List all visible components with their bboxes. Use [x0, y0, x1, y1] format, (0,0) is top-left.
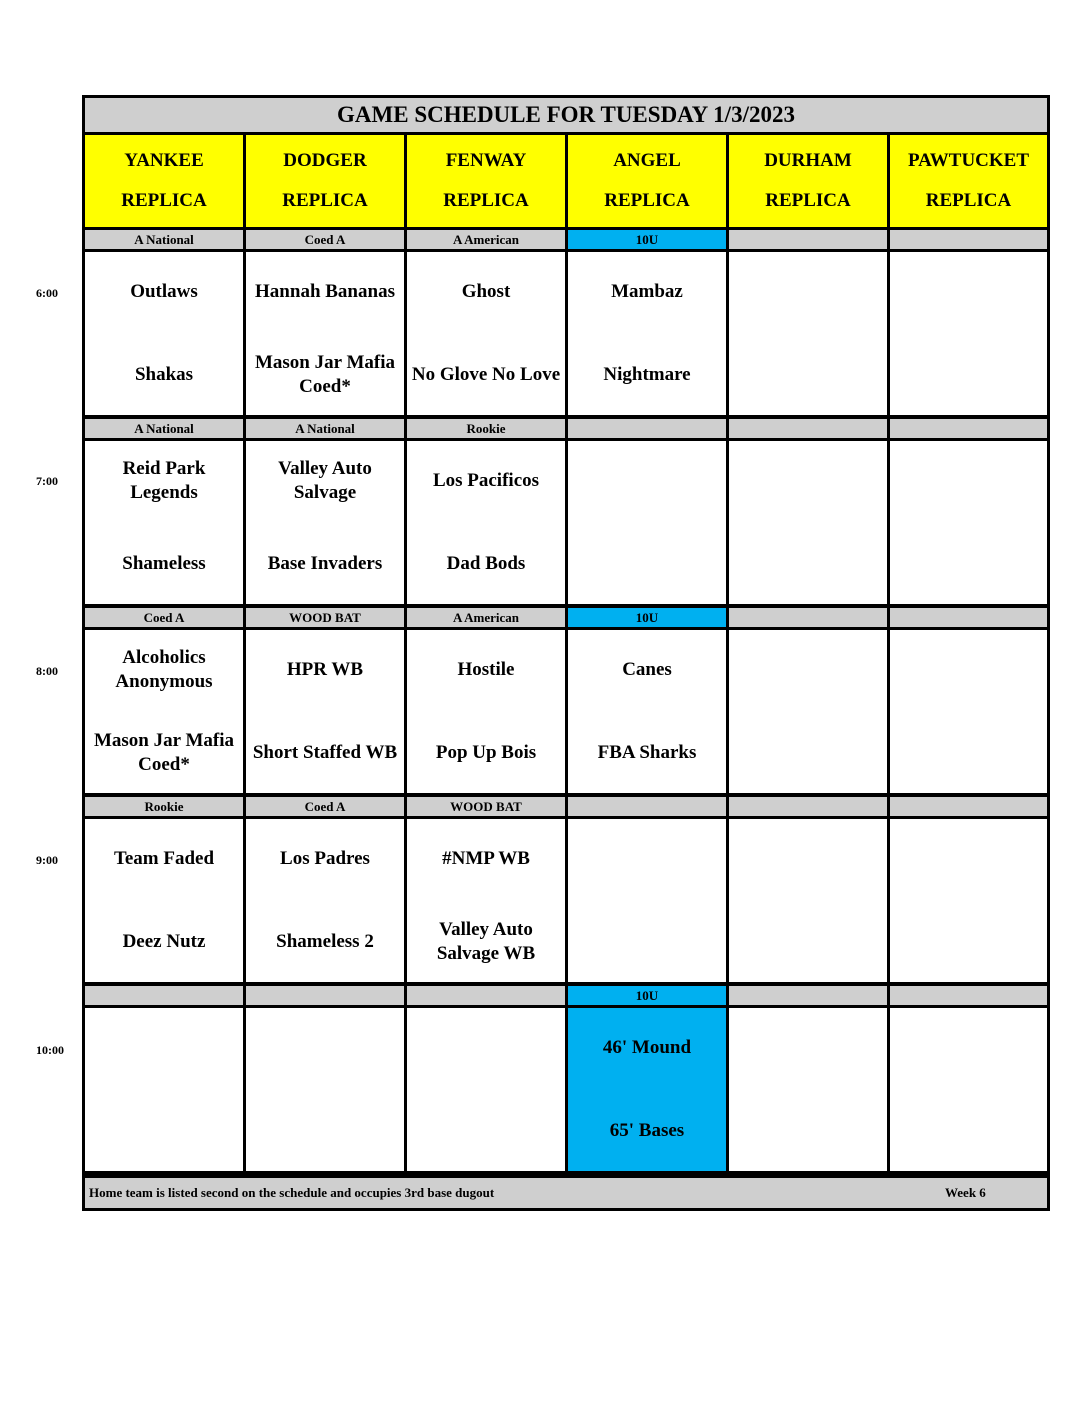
home-team: [892, 538, 1045, 590]
away-team: [731, 266, 885, 318]
division-label: [729, 797, 887, 816]
game-row: [85, 1008, 1047, 1171]
field-subtitle: REPLICA: [282, 190, 368, 211]
game-cell: [85, 441, 243, 604]
division-label: [890, 797, 1047, 816]
game-row: [85, 252, 1047, 415]
home-team: [731, 349, 885, 401]
division-label: [890, 419, 1047, 438]
division-row: [85, 419, 1047, 438]
game-cell: [246, 1008, 404, 1171]
division-label: 10U: [568, 230, 726, 249]
home-team: Mason Jar Mafia Coed*: [93, 730, 235, 775]
home-team: Valley Auto Salvage WB: [436, 919, 536, 964]
away-team: Ghost: [461, 281, 511, 302]
home-team: [892, 349, 1045, 401]
away-team: [731, 833, 885, 885]
field-subtitle: REPLICA: [604, 190, 690, 211]
away-team: [892, 833, 1045, 885]
division-label: [890, 608, 1047, 627]
game-cell: [85, 819, 243, 982]
game-cell: [568, 252, 726, 415]
game-cell: [568, 441, 726, 604]
away-team: [892, 1022, 1045, 1074]
division-label: 10U: [568, 986, 726, 1005]
division-label: A National: [85, 230, 243, 249]
time-label: 7:00: [36, 474, 58, 488]
away-team: Team Faded: [113, 848, 215, 869]
game-cell: [407, 441, 565, 604]
division-label: A American: [407, 608, 565, 627]
field-subtitle: REPLICA: [121, 190, 207, 211]
game-cell: [729, 252, 887, 415]
division-row: [85, 797, 1047, 816]
division-label: Rookie: [85, 797, 243, 816]
away-team: [731, 1022, 885, 1074]
division-label: Coed A: [246, 797, 404, 816]
field-subtitle: REPLICA: [925, 190, 1012, 211]
away-team: [570, 455, 724, 507]
schedule-title: GAME SCHEDULE FOR TUESDAY 1/3/2023: [85, 98, 1047, 132]
field-subtitle: REPLICA: [443, 190, 529, 211]
division-label: Coed A: [85, 608, 243, 627]
division-label: [729, 986, 887, 1005]
home-team: [570, 916, 724, 968]
game-cell: [729, 1008, 887, 1171]
division-row: [85, 230, 1047, 249]
game-cell: [407, 252, 565, 415]
home-team: [892, 1105, 1045, 1157]
away-team: Mambaz: [611, 281, 683, 302]
home-team: Base Invaders: [267, 553, 383, 574]
away-team: Valley Auto Salvage: [278, 458, 372, 503]
division-label: [246, 986, 404, 1005]
title-row: [85, 98, 1047, 132]
away-team: Canes: [622, 659, 672, 680]
game-cell: [246, 441, 404, 604]
field-header-dodger: [246, 135, 404, 227]
base-distance: 65' Bases: [609, 1120, 685, 1141]
division-label: A National: [85, 419, 243, 438]
field-header-pawtucket: [890, 135, 1047, 227]
away-team: [892, 266, 1045, 318]
division-label: Coed A: [246, 230, 404, 249]
game-cell: [246, 819, 404, 982]
home-team: [570, 538, 724, 590]
field-header-row: [85, 135, 1047, 227]
away-team: HPR WB: [286, 659, 364, 680]
field-name: PAWTUCKET: [907, 150, 1030, 171]
game-row: [85, 441, 1047, 604]
division-label: [729, 230, 887, 249]
division-label: [729, 608, 887, 627]
division-label: A National: [246, 419, 404, 438]
away-team: Los Padres: [280, 848, 370, 869]
field-header-yankee: [85, 135, 243, 227]
game-cell: [407, 819, 565, 982]
away-team: Outlaws: [130, 281, 198, 302]
home-team: [731, 1105, 885, 1157]
division-label: [407, 986, 565, 1005]
away-team: [570, 833, 724, 885]
away-team: Hannah Bananas: [255, 281, 395, 302]
time-label: 8:00: [36, 664, 58, 678]
home-team: Mason Jar Mafia Coed*: [254, 352, 396, 397]
field-header-fenway: [407, 135, 565, 227]
away-team: Los Pacificos: [432, 470, 540, 491]
away-team: Alcoholics Anonymous: [115, 647, 213, 692]
mound-distance: 46' Mound: [602, 1037, 692, 1058]
game-cell: [729, 819, 887, 982]
game-cell: [890, 1008, 1047, 1171]
division-label: [729, 419, 887, 438]
time-column: [0, 0, 82, 1408]
game-cell: [568, 630, 726, 793]
home-team: Shameless: [122, 553, 206, 574]
field-subtitle: REPLICA: [765, 190, 851, 211]
home-team: Nightmare: [603, 364, 691, 385]
game-cell: [890, 630, 1047, 793]
week-label: Week 6: [945, 1185, 986, 1200]
game-cell: [568, 1008, 726, 1171]
home-team: [409, 1105, 563, 1157]
game-cell: [890, 252, 1047, 415]
away-team: [248, 1022, 402, 1074]
home-team: Pop Up Bois: [435, 742, 537, 763]
away-team: [731, 455, 885, 507]
time-label: 9:00: [36, 853, 58, 867]
division-label: [568, 419, 726, 438]
away-team: [409, 1022, 563, 1074]
division-label: [890, 230, 1047, 249]
home-team: No Glove No Love: [411, 364, 561, 385]
field-header-durham: [729, 135, 887, 227]
footer-row: [85, 1178, 1047, 1208]
home-team: [248, 1105, 402, 1157]
game-cell: [407, 630, 565, 793]
game-cell: [246, 630, 404, 793]
home-team: [892, 916, 1045, 968]
division-row: [85, 986, 1047, 1005]
home-team: [731, 916, 885, 968]
home-team: [731, 727, 885, 779]
footer-note: Home team is listed second on the schedule and occupies 3rd base dugout: [89, 1185, 495, 1200]
home-team: [87, 1105, 241, 1157]
division-label: WOOD BAT: [246, 608, 404, 627]
game-cell: [729, 441, 887, 604]
away-team: Hostile: [457, 659, 515, 680]
game-cell: [729, 630, 887, 793]
home-team: [731, 538, 885, 590]
game-cell: [85, 630, 243, 793]
game-cell: [85, 1008, 243, 1171]
away-team: [731, 644, 885, 696]
division-label: 10U: [568, 608, 726, 627]
field-name: DODGER: [283, 150, 367, 171]
home-team: Shameless 2: [276, 931, 374, 952]
game-cell: [890, 441, 1047, 604]
division-label: Rookie: [407, 419, 565, 438]
away-team: [87, 1022, 241, 1074]
home-team: FBA Sharks: [597, 742, 697, 763]
away-team: Reid Park Legends: [122, 458, 206, 503]
game-row: [85, 630, 1047, 793]
field-name: DURHAM: [764, 150, 852, 171]
division-label: [85, 986, 243, 1005]
game-cell: [568, 819, 726, 982]
home-team: Shakas: [134, 364, 194, 385]
game-cell: [85, 252, 243, 415]
field-name: ANGEL: [613, 150, 681, 171]
division-row: [85, 608, 1047, 627]
division-label: A American: [407, 230, 565, 249]
game-cell: [407, 1008, 565, 1171]
home-team: Deez Nutz: [122, 931, 206, 952]
away-team: #NMP WB: [442, 848, 530, 869]
away-team: [892, 455, 1045, 507]
game-row: [85, 819, 1047, 982]
home-team: Short Staffed WB: [252, 742, 398, 763]
division-label: WOOD BAT: [407, 797, 565, 816]
time-label: 10:00: [36, 1043, 64, 1057]
schedule-table: [82, 95, 1050, 1211]
away-team: [892, 644, 1045, 696]
field-name: FENWAY: [445, 150, 527, 171]
home-team: [892, 727, 1045, 779]
field-header-angel: [568, 135, 726, 227]
division-label: [568, 797, 726, 816]
division-label: [890, 986, 1047, 1005]
field-name: YANKEE: [124, 150, 204, 171]
game-cell: [246, 252, 404, 415]
game-cell: [890, 819, 1047, 982]
home-team: Dad Bods: [446, 553, 526, 574]
time-label: 6:00: [36, 286, 58, 300]
